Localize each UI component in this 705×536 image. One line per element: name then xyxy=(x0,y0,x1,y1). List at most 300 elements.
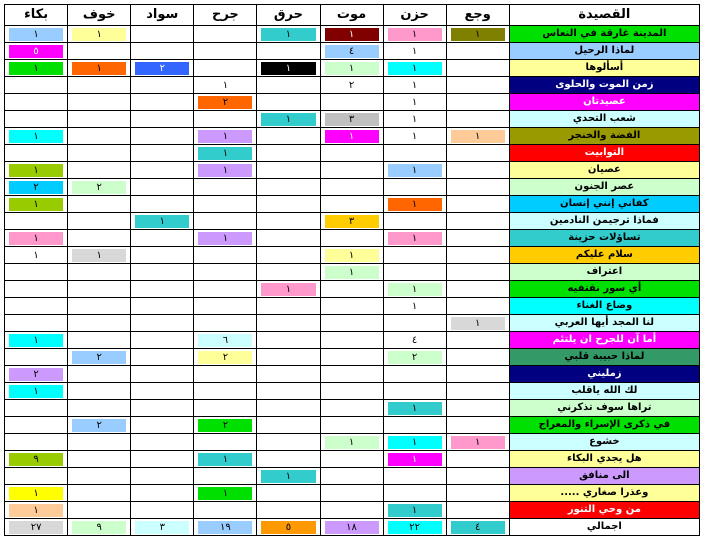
count-cell xyxy=(68,162,131,179)
table-row xyxy=(5,281,700,298)
count-cell xyxy=(257,468,320,485)
count-value: ١ xyxy=(9,198,63,211)
count-cell xyxy=(131,43,194,60)
count-cell xyxy=(257,417,320,434)
count-cell xyxy=(194,383,257,400)
header-emotion: سواد xyxy=(131,5,194,26)
count-cell xyxy=(68,315,131,332)
count-value: ٢ xyxy=(9,181,63,194)
count-cell xyxy=(194,179,257,196)
count-value: ٤ xyxy=(325,45,379,58)
poem-title-cell: وعذرا صغاري ..... xyxy=(509,485,699,502)
count-cell xyxy=(257,230,320,247)
total-label: اجمالي xyxy=(509,519,699,536)
table-row xyxy=(5,77,700,94)
count-cell xyxy=(446,281,509,298)
poem-title-cell: اعتراف xyxy=(509,264,699,281)
count-value: ١ xyxy=(388,79,442,92)
poem-title-cell: عصيدتان xyxy=(509,94,699,111)
count-value: ١ xyxy=(388,300,442,313)
count-cell xyxy=(131,77,194,94)
count-cell xyxy=(68,298,131,315)
count-cell xyxy=(446,247,509,264)
count-value: ١ xyxy=(9,504,63,517)
count-value: ١ xyxy=(451,28,505,41)
count-cell xyxy=(446,485,509,502)
count-cell xyxy=(68,60,131,77)
poem-emotion-table-container xyxy=(4,4,700,533)
count-cell xyxy=(446,434,509,451)
count-value: ١ xyxy=(325,130,379,143)
table-row xyxy=(5,26,700,43)
count-cell xyxy=(5,434,68,451)
poem-title-cell: تراها سوف تذكرني xyxy=(509,400,699,417)
poem-title-cell: أي سور نقتفيه xyxy=(509,281,699,298)
total-row xyxy=(5,519,700,536)
poem-title-cell: من وحي التنور xyxy=(509,502,699,519)
count-cell xyxy=(446,519,509,536)
count-value: ٢ xyxy=(198,419,252,432)
count-cell xyxy=(257,434,320,451)
count-value: ١ xyxy=(9,164,63,177)
count-cell xyxy=(257,162,320,179)
count-cell xyxy=(5,94,68,111)
count-cell xyxy=(320,213,383,230)
count-cell xyxy=(194,230,257,247)
count-cell xyxy=(5,196,68,213)
count-cell xyxy=(131,26,194,43)
count-value: ١ xyxy=(198,147,252,160)
count-value: ٢ xyxy=(72,351,126,364)
count-cell xyxy=(257,281,320,298)
count-cell xyxy=(194,485,257,502)
count-cell xyxy=(194,264,257,281)
poem-emotion-table xyxy=(4,4,700,536)
count-value: ١ xyxy=(9,62,63,75)
count-cell xyxy=(5,468,68,485)
table-row xyxy=(5,434,700,451)
poem-title-cell: وضاع الغناء xyxy=(509,298,699,315)
count-cell xyxy=(446,400,509,417)
count-cell xyxy=(194,247,257,264)
count-value: ١ xyxy=(325,62,379,75)
count-cell xyxy=(131,128,194,145)
count-cell xyxy=(131,94,194,111)
table-row xyxy=(5,349,700,366)
count-cell xyxy=(383,128,446,145)
table-body xyxy=(5,26,700,536)
count-cell xyxy=(446,315,509,332)
count-cell xyxy=(320,281,383,298)
count-cell xyxy=(320,196,383,213)
header-emotion: بكاء xyxy=(5,5,68,26)
count-cell xyxy=(194,26,257,43)
count-value: ١ xyxy=(9,487,63,500)
count-cell xyxy=(68,366,131,383)
count-cell xyxy=(320,179,383,196)
count-value: ٢٢ xyxy=(388,521,442,534)
poem-title-cell: سلام عليكم xyxy=(509,247,699,264)
count-value: ١ xyxy=(9,334,63,347)
count-cell xyxy=(320,315,383,332)
count-value: ١ xyxy=(388,62,442,75)
count-cell xyxy=(383,485,446,502)
poem-title-cell: الفضة والخنجر xyxy=(509,128,699,145)
table-row xyxy=(5,179,700,196)
count-cell xyxy=(383,196,446,213)
count-cell xyxy=(131,485,194,502)
count-cell xyxy=(257,111,320,128)
count-value: ١ xyxy=(388,283,442,296)
count-value: ١ xyxy=(388,198,442,211)
count-cell xyxy=(68,43,131,60)
count-value: ٢ xyxy=(325,79,379,92)
count-value: ١ xyxy=(451,317,505,330)
poem-title-cell: لنا المجد أيها العربي xyxy=(509,315,699,332)
count-cell xyxy=(320,417,383,434)
count-cell xyxy=(131,451,194,468)
count-cell xyxy=(383,179,446,196)
count-cell xyxy=(194,468,257,485)
table-row xyxy=(5,468,700,485)
count-cell xyxy=(68,383,131,400)
count-value: ١ xyxy=(451,436,505,449)
count-cell xyxy=(194,502,257,519)
count-cell xyxy=(5,519,68,536)
count-cell xyxy=(257,213,320,230)
table-row xyxy=(5,366,700,383)
count-cell xyxy=(131,162,194,179)
count-cell xyxy=(320,26,383,43)
count-cell xyxy=(194,451,257,468)
count-value: ٤ xyxy=(451,521,505,534)
count-value: ٢ xyxy=(135,62,189,75)
count-value: ١ xyxy=(72,249,126,262)
count-cell xyxy=(68,111,131,128)
count-cell xyxy=(320,43,383,60)
count-cell xyxy=(257,400,320,417)
count-cell xyxy=(320,366,383,383)
count-cell xyxy=(68,502,131,519)
count-value: ١ xyxy=(388,28,442,41)
poem-title-cell: في ذكرى الإسراء والمعراج xyxy=(509,417,699,434)
count-cell xyxy=(131,366,194,383)
count-cell xyxy=(5,264,68,281)
count-cell xyxy=(257,26,320,43)
header-emotion: جرح xyxy=(194,5,257,26)
count-cell xyxy=(383,111,446,128)
count-cell xyxy=(131,247,194,264)
count-cell xyxy=(383,213,446,230)
count-cell xyxy=(257,145,320,162)
poem-title-cell: التوابيت xyxy=(509,145,699,162)
table-row xyxy=(5,298,700,315)
count-value: ١ xyxy=(325,28,379,41)
poem-title-cell: لماذا حبيبة قلبي xyxy=(509,349,699,366)
count-value: ١ xyxy=(9,385,63,398)
count-cell xyxy=(131,332,194,349)
count-cell xyxy=(5,315,68,332)
count-cell xyxy=(257,366,320,383)
count-cell xyxy=(68,434,131,451)
poem-title-cell: أسألوها xyxy=(509,60,699,77)
count-cell xyxy=(5,349,68,366)
count-cell xyxy=(131,213,194,230)
count-cell xyxy=(257,502,320,519)
count-cell xyxy=(131,434,194,451)
count-cell xyxy=(320,94,383,111)
count-cell xyxy=(257,247,320,264)
count-cell xyxy=(446,94,509,111)
count-cell xyxy=(383,468,446,485)
poem-title-cell: كفاني إنني إنسان xyxy=(509,196,699,213)
count-cell xyxy=(68,213,131,230)
count-cell xyxy=(446,196,509,213)
count-cell xyxy=(383,281,446,298)
count-cell xyxy=(68,332,131,349)
table-row xyxy=(5,417,700,434)
count-cell xyxy=(446,502,509,519)
count-cell xyxy=(320,145,383,162)
poem-title-cell: عصر الجنون xyxy=(509,179,699,196)
count-cell xyxy=(131,60,194,77)
header-emotion: وجع xyxy=(446,5,509,26)
count-cell xyxy=(5,247,68,264)
count-value: ١ xyxy=(388,504,442,517)
count-cell xyxy=(68,485,131,502)
count-cell xyxy=(68,417,131,434)
count-cell xyxy=(320,128,383,145)
count-cell xyxy=(68,196,131,213)
count-cell xyxy=(320,519,383,536)
count-cell xyxy=(320,77,383,94)
count-cell xyxy=(320,468,383,485)
count-cell xyxy=(194,349,257,366)
count-cell xyxy=(257,451,320,468)
count-cell xyxy=(131,468,194,485)
count-cell xyxy=(257,196,320,213)
count-value: ١ xyxy=(325,249,379,262)
count-cell xyxy=(5,230,68,247)
poem-title-cell: خشوع xyxy=(509,434,699,451)
count-cell xyxy=(131,349,194,366)
count-cell xyxy=(68,26,131,43)
count-value: ١ xyxy=(388,96,442,109)
count-value: ٢ xyxy=(388,351,442,364)
table-row xyxy=(5,111,700,128)
count-cell xyxy=(5,281,68,298)
count-value: ١٩ xyxy=(198,521,252,534)
count-value: ٢ xyxy=(72,181,126,194)
count-cell xyxy=(257,298,320,315)
count-cell xyxy=(257,179,320,196)
count-cell xyxy=(68,247,131,264)
count-value: ١٨ xyxy=(325,521,379,534)
table-row xyxy=(5,94,700,111)
count-value: ٣ xyxy=(325,215,379,228)
count-cell xyxy=(383,298,446,315)
table-row xyxy=(5,451,700,468)
count-cell xyxy=(131,400,194,417)
count-cell xyxy=(320,451,383,468)
count-cell xyxy=(131,417,194,434)
count-cell xyxy=(5,43,68,60)
count-cell xyxy=(5,128,68,145)
count-cell xyxy=(383,247,446,264)
count-value: ٥ xyxy=(9,45,63,58)
count-cell xyxy=(257,43,320,60)
count-cell xyxy=(383,60,446,77)
count-cell xyxy=(320,400,383,417)
count-cell xyxy=(383,264,446,281)
count-cell xyxy=(446,111,509,128)
count-cell xyxy=(446,213,509,230)
table-row xyxy=(5,162,700,179)
poem-title-cell: تساؤلات حزينة xyxy=(509,230,699,247)
count-value: ١ xyxy=(9,130,63,143)
count-value: ١ xyxy=(261,470,315,483)
table-row xyxy=(5,332,700,349)
header-poem: القصيدة xyxy=(509,5,699,26)
header-emotion: حرق xyxy=(257,5,320,26)
count-cell xyxy=(446,162,509,179)
count-cell xyxy=(320,111,383,128)
count-cell xyxy=(68,179,131,196)
count-cell xyxy=(194,60,257,77)
poem-title-cell: عصيان xyxy=(509,162,699,179)
count-cell xyxy=(320,60,383,77)
count-cell xyxy=(257,332,320,349)
count-cell xyxy=(5,451,68,468)
count-cell xyxy=(383,400,446,417)
count-value: ١ xyxy=(388,232,442,245)
count-value: ٤ xyxy=(388,334,442,347)
count-cell xyxy=(383,417,446,434)
table-row xyxy=(5,145,700,162)
table-row xyxy=(5,315,700,332)
count-cell xyxy=(5,145,68,162)
count-cell xyxy=(320,485,383,502)
count-cell xyxy=(5,111,68,128)
poem-title-cell: هل يجدي البكاء xyxy=(509,451,699,468)
count-value: ١ xyxy=(325,266,379,279)
count-cell xyxy=(257,349,320,366)
table-row xyxy=(5,128,700,145)
table-row xyxy=(5,502,700,519)
count-cell xyxy=(383,162,446,179)
count-value: ٢ xyxy=(198,351,252,364)
count-cell xyxy=(320,434,383,451)
count-cell xyxy=(320,230,383,247)
count-cell xyxy=(194,434,257,451)
count-cell xyxy=(257,77,320,94)
count-cell xyxy=(131,196,194,213)
count-cell xyxy=(383,77,446,94)
count-cell xyxy=(257,264,320,281)
count-cell xyxy=(446,26,509,43)
count-cell xyxy=(446,77,509,94)
header-emotion: خوف xyxy=(68,5,131,26)
count-cell xyxy=(194,519,257,536)
poem-title-cell: شعب التحدي xyxy=(509,111,699,128)
count-cell xyxy=(68,451,131,468)
count-cell xyxy=(383,383,446,400)
count-cell xyxy=(131,502,194,519)
count-cell xyxy=(320,502,383,519)
count-cell xyxy=(5,179,68,196)
count-value: ١ xyxy=(198,487,252,500)
count-cell xyxy=(68,468,131,485)
count-cell xyxy=(320,332,383,349)
table-row xyxy=(5,485,700,502)
count-value: ٩ xyxy=(72,521,126,534)
count-cell xyxy=(194,111,257,128)
count-cell xyxy=(5,417,68,434)
count-cell xyxy=(5,162,68,179)
count-cell xyxy=(194,128,257,145)
count-cell xyxy=(383,332,446,349)
count-cell xyxy=(131,264,194,281)
count-cell xyxy=(446,451,509,468)
count-cell xyxy=(68,77,131,94)
count-cell xyxy=(257,60,320,77)
count-cell xyxy=(194,77,257,94)
count-cell xyxy=(383,94,446,111)
header-row xyxy=(5,5,700,26)
count-value: ١ xyxy=(388,436,442,449)
table-row xyxy=(5,264,700,281)
count-cell xyxy=(131,281,194,298)
table-row xyxy=(5,383,700,400)
count-value: ٢٧ xyxy=(9,521,63,534)
count-cell xyxy=(446,349,509,366)
poem-title-cell: لك الله ياقلب xyxy=(509,383,699,400)
count-cell xyxy=(320,247,383,264)
count-value: ١ xyxy=(325,436,379,449)
count-cell xyxy=(383,366,446,383)
count-cell xyxy=(5,298,68,315)
poem-title-cell: أما آن للجرح ان يلتئم xyxy=(509,332,699,349)
count-cell xyxy=(446,417,509,434)
header-emotion: موت xyxy=(320,5,383,26)
count-value: ١ xyxy=(388,130,442,143)
count-cell xyxy=(5,26,68,43)
table-row xyxy=(5,43,700,60)
count-cell xyxy=(383,43,446,60)
count-cell xyxy=(446,264,509,281)
count-value: ٦ xyxy=(198,334,252,347)
poem-title-cell: فماذا ترجيمن النادمين xyxy=(509,213,699,230)
count-cell xyxy=(194,315,257,332)
count-cell xyxy=(68,128,131,145)
count-value: ١ xyxy=(261,28,315,41)
table-row xyxy=(5,60,700,77)
count-cell xyxy=(257,485,320,502)
count-cell xyxy=(320,264,383,281)
count-value: ١ xyxy=(9,249,63,262)
count-cell xyxy=(320,383,383,400)
count-cell xyxy=(446,366,509,383)
count-cell xyxy=(446,298,509,315)
count-cell xyxy=(131,519,194,536)
table-row xyxy=(5,247,700,264)
count-cell xyxy=(68,145,131,162)
count-cell xyxy=(131,315,194,332)
count-cell xyxy=(446,145,509,162)
table-row xyxy=(5,213,700,230)
count-value: ١ xyxy=(9,28,63,41)
count-value: ٢ xyxy=(198,96,252,109)
